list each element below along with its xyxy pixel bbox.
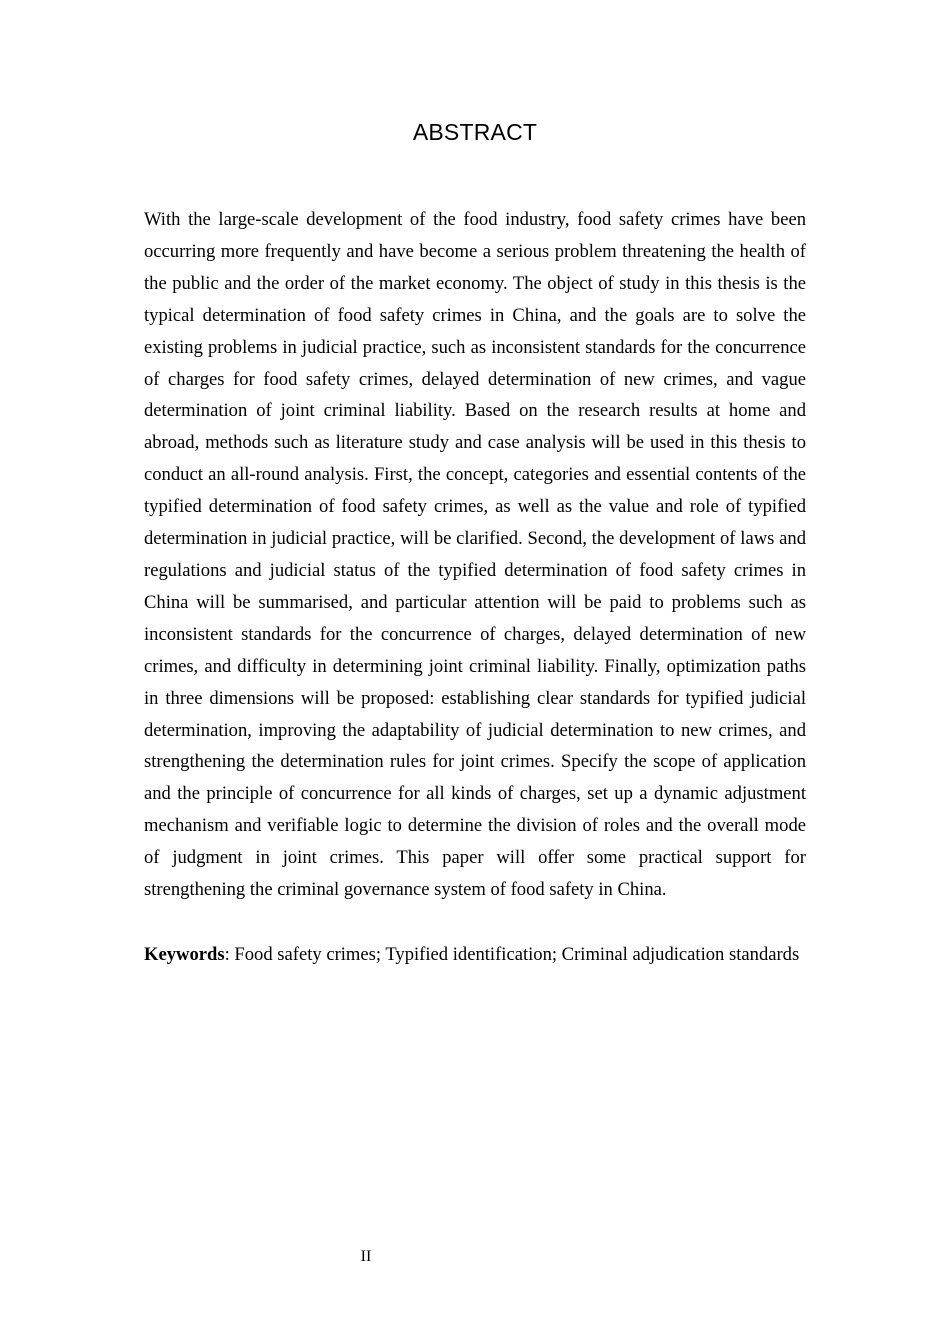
keywords-line (144, 939, 806, 971)
abstract-body: With the large-scale development of the food industry, food safety crimes have been occurring more frequently and have become a serious problem threatening the health of the public and the order of the market economy. The object of study in this thesis is the typical determination of food safety crimes in China, and the goals are to solve the existing problems in judicial practice, such as inconsistent standards for the concurrence of charges for food safety crimes, delayed determination of new crimes, and vague determination of joint criminal liability. Based on the research results at home and abroad, methods such as literature study and case analysis will be used in this thesis to conduct an all-round analysis. First, the concept, categories and essential contents of the typified determination of food safety crimes, as well as the value and role of typified determination in judicial practice, will be clarified. Second, the development of laws and regulations and judicial status of the typified determination of food safety crimes in China will be summarised, and particular attention will be paid to problems such as inconsistent standards for the concurrence of charges, delayed determination of new crimes, and difficulty in determining joint criminal liability. Finally, optimization paths in three dimensions will be proposed: establishing clear standards for typified judicial determination, improving the adaptability of judicial determination to new crimes, and strengthening the determination rules for joint crimes. Specify the scope of application and the principle of concurrence for all kinds of charges, set up a dynamic adjustment mechanism and verifiable logic to determine the division of roles and the overall mode of judgment in joint crimes. This paper will offer some practical support for strengthening the criminal governance system of food safety in China. (144, 209, 806, 901)
keywords-label: Keywords (144, 944, 225, 965)
keywords-separator: : (224, 944, 230, 965)
page-number: II (360, 1248, 372, 1265)
keywords-text: Food safety crimes; Typified identification; Criminal adjudication standards (229, 944, 800, 965)
abstract-title: ABSTRACT (412, 119, 538, 145)
